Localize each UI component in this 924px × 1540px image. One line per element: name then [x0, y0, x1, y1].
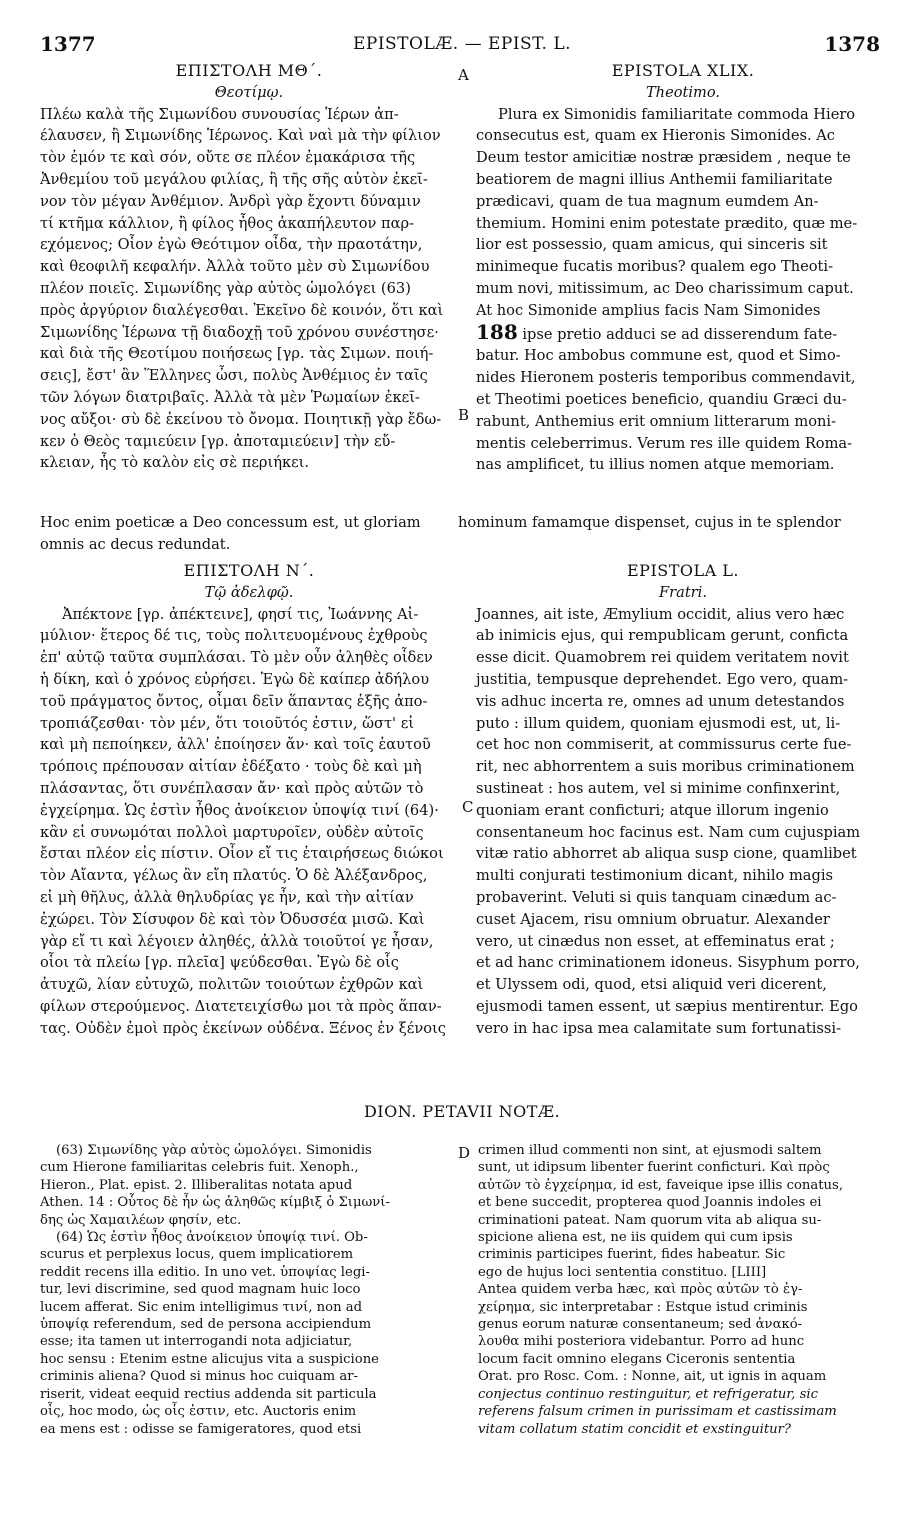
note-line: Antea quidem verba hæc, καὶ πρὸς αὐτῶν τὸ ἐγ- [478, 1282, 803, 1298]
note-line: spicione aliena est, ne iis quidem qui cum ipsis [478, 1230, 793, 1246]
text-line: τῶν λόγων διατριβαῖς. Ἀλλὰ τὰ μὲν Ῥωμαίων ἐκεῖ- [40, 388, 420, 406]
text-line: mum novi, mitissimum, ac Deo charissimum caput. [476, 279, 854, 297]
text-line: ἐχώρει. Τὸν Σίσυφον δὲ καὶ τὸν Ὀδυσσέα μισῶ. Καὶ [40, 910, 425, 928]
text-line: justitia, tempusque deprehendet. Ego vero, quam- [476, 670, 849, 688]
note-line: χείρημα, sic interpretabar : Estque istud criminis [478, 1299, 808, 1315]
text-line: At hoc Simonide amplius facis Nam Simonides [476, 301, 821, 319]
text-line: τί κτῆμα κάλλιον, ἢ φίλος ἦθος ἀκαπήλευτον παρ- [40, 214, 414, 232]
text-line: Plura ex Simonidis familiaritate commoda Hiero [498, 105, 856, 123]
text-line: τροπιάζεσθαι· τὸν μέν, ὅτι τοιοῦτός ἐστιν, ὥστ' εἰ [40, 714, 414, 732]
text-line: nides Hieronem posteris temporibus commendavit, [476, 369, 856, 387]
note-line: sunt, ut idipsum libenter fuerint conficturi. Καὶ πρὸς [478, 1160, 830, 1176]
note-line: esse; ita tamen ut interrogandi nota adjiciatur, [40, 1334, 353, 1350]
text-line: beatiorem de magni illius Anthemii familiaritate [476, 170, 833, 188]
epistle-50-greek-addressee: Τῷ ἀδελφῷ. [204, 583, 294, 601]
note-line: criminationi pateat. Nam quorum vita ab aliqua su- [478, 1212, 822, 1228]
notes-title: DION. PETAVII NOTÆ. [363, 1102, 561, 1121]
note-line: referens falsum crimen in purissimam et castissimam [478, 1404, 837, 1420]
text-line: minimeque fucatis moribus? qualem ego Theoti- [476, 258, 834, 276]
epistle-49-latin [476, 60, 890, 476]
page-number-left: 1377 [40, 32, 96, 56]
text-line: πρὸς ἀργύριον διαλέγεσθαι. Ἐκεῖνο δὲ κοινόν, ὅτι καὶ [40, 301, 444, 319]
text-line: μύλιον· ἕτερος δέ τις, τοὺς πολιτευομένους ἐχθροὺς [40, 627, 428, 645]
margin-letter-b: B [458, 406, 470, 424]
text-line [476, 319, 890, 346]
epistle-49-latin-text [476, 104, 890, 477]
note-line: genus eorum naturæ consentaneum; sed ἀνακό- [478, 1317, 803, 1333]
text-line: ἔσται πλέον εἰς πίστιν. Οἷον εἴ τις ἑταιρήσεως διώκοι [40, 845, 444, 863]
notes-left-column [40, 1142, 458, 1438]
margin-letter-a: A [458, 66, 469, 84]
text-line: rit, nec abhorrentem a suis moribus criminationem [476, 758, 855, 776]
text-line: lior est possessio, quam amicus, qui sinceris sit [476, 236, 828, 254]
span-line-end: omnis ac decus redundat. [40, 536, 231, 553]
text-line: γὰρ εἴ τι καὶ λέγοιεν ἀληθές, ἀλλὰ τοιοῦτοί γε ἦσαν, [40, 932, 434, 950]
text-line: πλέον ποιεῖς. Σιμωνίδης γὰρ αὐτὸς ὡμολόγει (63) [40, 279, 411, 297]
epistle-49-latin-addressee: Theotimo. [645, 83, 721, 101]
text-line: ἀτυχῶ, λίαν εὐτυχῶ, πολιτῶν τοιούτων ἐχθρῶν καὶ [40, 976, 424, 994]
note-line: vitam collatum statim concidit et exstinguitur? [478, 1421, 791, 1437]
text-line: themium. Homini enim potestate prædito, quæ me- [476, 214, 858, 232]
text-line: σεις], ἔστ' ἂν Ἕλληνες ὦσι, πολὺς Ἀνθέμιος ἐν ταῖς [40, 367, 428, 385]
epistle-50-greek-title: ΕΠΙΣΤΟΛΗ Ν΄. [183, 561, 315, 580]
epistle-49-greek [40, 60, 458, 474]
text-line: Ἀνθεμίου τοῦ μεγάλου φιλίας, ἢ τῆς σῆς αὐτὸν ἐκεῖ- [40, 170, 428, 188]
note-line: criminis participes fuerint, fides habeatur. Sic [478, 1247, 786, 1263]
notes-right-column [478, 1142, 890, 1438]
text-line: et Ulyssem odi, quod, etsi aliquid veri dicerent, [476, 976, 827, 994]
note-line: cum Hierone familiaritas celebris fuit. Xenoph., [40, 1160, 359, 1176]
text-line: vero in hac ipsa mea calamitate sum fortunatissi- [476, 1019, 842, 1037]
text-line: καὶ μὴ πεποίηκεν, ἀλλ' ἐποίησεν ἄν· καὶ τοῖς ἑαυτοῦ [40, 736, 431, 754]
note-line: criminis aliena? Quod si minus hoc cuiquam ar- [40, 1369, 358, 1385]
text-line: πλάσαντας, ὅτι συνέπλασαν ἄν· καὶ πρὸς αὐτῶν τὸ [40, 779, 424, 797]
text-line: vitæ ratio abhorret ab aliqua susp cione, quamlibet [476, 845, 857, 863]
note-line: ego de hujus loci sententia constituo. [LIII] [478, 1264, 767, 1280]
text-line: sustineat : hos autem, vel si minime confinxerint, [476, 779, 841, 797]
text-line: et Theotimi poetices beneficio, quandiu Græci du- [476, 390, 847, 408]
text-line: quoniam erant conficturi; atque illorum ingenio [476, 801, 829, 819]
text-line: ejusmodi tamen essent, ut sæpius mentirentur. Ego [476, 997, 858, 1015]
epistle-49-greek-addressee: Θεοτίμῳ. [214, 83, 284, 101]
epistle-49-latin-title: EPISTOLA XLIX. [611, 61, 755, 80]
text-line: Σιμωνίδης Ἱέρωνα τῇ διαδοχῇ τοῦ χρόνου συνέστησε· [40, 323, 439, 341]
text-line: έλαυσεν, ἢ Σιμωνίδης Ἱέρωνος. Καὶ ναὶ μὰ τὴν φίλιον [40, 127, 441, 145]
note-line: (63) Σιμωνίδης γὰρ αὐτὸς ὡμολόγει. Simonidis [56, 1143, 372, 1158]
text-line: cuset Ajacem, risu omnium obruatur. Alexander [476, 910, 830, 928]
text-fragment: ipse pretio adduci se ad disserendum fate- [522, 325, 838, 343]
note-line: ea mens est : odisse se famigeratores, quod etsi [40, 1421, 362, 1437]
text-line: τοῦ πράγματος ὄντος, οἶμαι δεῖν ἅπαντας ἑξῆς ἀπο- [40, 692, 428, 710]
note-line: reddit recens illa editio. In uno vet. ὑποψίας legi- [40, 1264, 370, 1280]
epistle-50-latin-text [476, 604, 890, 1040]
note-line: crimen illud commenti non sint, at ejusmodi saltem [478, 1143, 822, 1158]
margin-letter-c: C [462, 798, 474, 816]
note-line: riserit, videat eequid rectius addenda sit particula [40, 1386, 377, 1402]
text-line: et ad hanc criminationem idoneus. Sisyphum porro, [476, 954, 860, 972]
note-line: Hieron., Plat. epist. 2. Illiberalitas notata apud [40, 1177, 353, 1193]
text-line: φίλων στερούμενος. Διατετειχίσθω μοι τὰ πρὸς ἅπαν- [40, 997, 442, 1015]
text-line: mentis celeberrimus. Verum res ille quidem Roma- [476, 434, 853, 452]
text-line: Ἀπέκτονε [γρ. ἀπέκτεινε], φησί τις, Ἰωάννης Αἰ- [62, 605, 419, 623]
text-line: τὸν Αἴαντα, γέλως ἂν εἴη πλατύς. Ὁ δὲ Ἀλέξανδρος, [40, 867, 428, 885]
text-line: multi conjurati testimonium dicant, nihilo magis [476, 867, 833, 885]
text-line: esse dicit. Quamobrem rei quidem veritatem novit [476, 649, 849, 667]
text-line: τρόποις πρέπουσαν αἰτίαν ἐδέξατο · τοὺς δὲ καὶ μὴ [40, 758, 422, 776]
text-line: εἰ μὴ θῆλυς, ἀλλὰ θηλυδρίας γε ἦν, καὶ τὴν αἰτίαν [40, 888, 414, 906]
text-line: puto : illum quidem, quoniam ejusmodi est, ut, li- [476, 714, 841, 732]
text-line: τὸν ἐμόν τε καὶ σόν, οὔτε σε πλέον ἐμακάρισα τῆς [40, 149, 416, 167]
text-line: κλειαν, ἧς τὸ καλὸν εἰς σὲ περιήκει. [40, 454, 310, 472]
note-line: scurus et perplexus locus, quem implicatiorem [40, 1247, 354, 1263]
text-line: nas amplificet, tu illius nomen atque memoriam. [476, 456, 835, 474]
text-line: prædicavi, quam de tua magnum eumdem An- [476, 192, 819, 210]
text-line: Deum testor amicitiæ nostræ præsidem , neque te [476, 149, 851, 167]
epistle-49-greek-text [40, 104, 458, 475]
text-line: κἂν εἰ συνωμόται πολλοὶ μαρτυροῖεν, οὐδὲν αὐτοῖς [40, 823, 424, 841]
note-line: οἷς, hoc modo, ὡς οἷς ἐστιν, etc. Auctoris enim [40, 1404, 357, 1420]
text-line: Πλέω καλὰ τῆς Σιμωνίδου συνουσίας Ἱέρων ἀπ- [40, 105, 399, 123]
text-line: νον τὸν μέγαν Ἀνθέμιον. Ἀνδρὶ γὰρ ἔχοντι δύναμιν [40, 192, 421, 210]
note-line: λουθα mihi posteriora videbantur. Porro ad hunc [478, 1334, 805, 1350]
note-line: ὑποψίᾳ referendum, sed de persona accipiendum [40, 1317, 372, 1333]
epistle-50-latin [476, 560, 890, 1040]
note-line: hoc sensu : Etenim estne alicujus vita a suspicione [40, 1351, 379, 1367]
text-line: Joannes, ait iste, Æmylium occidit, alius vero hæc [476, 605, 845, 623]
note-line: lucem afferat. Sic enim intelligimus τινί, non ad [40, 1299, 363, 1315]
note-line: conjectus continuo restinguitur, et refrigeratur, sic [478, 1386, 818, 1402]
note-line: Orat. pro Rosc. Com. : Nonne, ait, ut ignis in aquam [478, 1369, 827, 1385]
text-line: consecutus est, quam ex Hieronis Simonides. Ac [476, 127, 835, 145]
note-line: αὐτῶν τὸ ἐγχείρημα, id est, faveique ipse illis conatus, [478, 1177, 844, 1193]
text-line: καὶ θεοφιλῆ κεφαλήν. Ἀλλὰ τοῦτο μὲν σὺ Σιμωνίδου [40, 258, 430, 276]
epistle-49-greek-title: ΕΠΙΣΤΟΛΗ ΜΘ΄. [175, 61, 323, 80]
text-line: consentaneum hoc facinus est. Nam cum cujuspiam [476, 823, 861, 841]
text-line: εχόμενος; Οἷον ἐγὼ Θεότιμον οἶδα, τὴν πραοτάτην, [40, 236, 423, 254]
epistle-50-latin-title: EPISTOLA L. [627, 561, 739, 580]
epistle-50-latin-addressee: Fratri. [659, 583, 707, 601]
note-line: (64) Ὡς ἐστὶν ἦθος ἀνοίκειον ὑποψίᾳ τινί. Ob- [56, 1230, 368, 1246]
page-number-right: 1378 [824, 32, 880, 56]
text-line: ab inimicis ejus, qui rempublicam gerunt, conficta [476, 627, 849, 645]
note-line: tur, levi discrimine, sed quod magnam huic loco [40, 1282, 361, 1298]
text-line: τας. Οὐδὲν ἐμοὶ πρὸς ἐκείνων οὐδένα. Ξένος ἐν ξένοις [40, 1019, 446, 1037]
span-line-right: hominum famamque dispenset, cujus in te splendor [458, 514, 841, 531]
note-line: et bene succedit, propterea quod Joannis indoles ei [478, 1195, 822, 1211]
text-line: καὶ διὰ τῆς Θεοτίμου ποιήσεως [γρ. τὰς Σιμων. ποιή- [40, 345, 434, 363]
text-line: cet hoc non commiserit, at commissurus certe fue- [476, 736, 852, 754]
note-line: δης ὡς Χαμαιλέων φησίν, etc. [40, 1212, 242, 1228]
epistle-50-greek-text [40, 604, 458, 1040]
text-line: vis adhuc incerta re, omnes ad unum detestandos [476, 692, 845, 710]
note-line: Athen. 14 : Οὗτος δὲ ἦν ὡς ἀληθῶς κίμβιξ ὁ Σιμωνί- [40, 1195, 390, 1211]
span-line-left: Hoc enim poeticæ a Deo concessum est, ut gloriam [40, 514, 421, 531]
text-line: rabunt, Anthemius erit omnium litterarum moni- [476, 412, 837, 430]
text-line: κεν ὁ Θεὸς ταμιεύειν [γρ. ἀποταμιεύειν] τὴν εὔ- [40, 432, 396, 450]
text-line: ἐπ' αὐτῷ ταῦτα συμπλάσαι. Τὸ μὲν οὖν ἀληθὲς οἶδεν [40, 649, 433, 667]
epistle-50-greek [40, 560, 458, 1040]
note-line: locum facit omnino elegans Ciceronis sententia [478, 1351, 796, 1367]
running-header [0, 26, 924, 56]
margin-letter-d: D [458, 1144, 471, 1162]
running-title: EPISTOLÆ. — EPIST. L. [352, 34, 572, 54]
text-line: probaverint. Veluti si quis tanquam cinædum ac- [476, 888, 837, 906]
text-line: batur. Hoc ambobus commune est, quod et Simo- [476, 347, 841, 365]
text-line: οἷοι τὰ πλείω [γρ. πλεῖα] ψεύδεσθαι. Ἐγὼ δὲ οἷς [40, 954, 399, 972]
text-line: vero, ut cinædus non esset, at effeminatus erat ; [476, 932, 835, 950]
text-line: ἐγχείρημα. Ὡς ἐστὶν ἦθος ἀνοίκειον ὑποψίᾳ τινί (64)· [40, 801, 439, 819]
column-number: 188 [476, 319, 518, 344]
text-line: ἡ δίκη, καὶ ὁ χρόνος εὑρήσει. Ἐγὼ δὲ καίπερ ἀδήλου [40, 670, 430, 688]
text-line: νος αὔξοι· σὺ δὲ ἐκείνου τὸ ὄνομα. Ποιητικῇ γὰρ ἔδω- [40, 410, 442, 428]
